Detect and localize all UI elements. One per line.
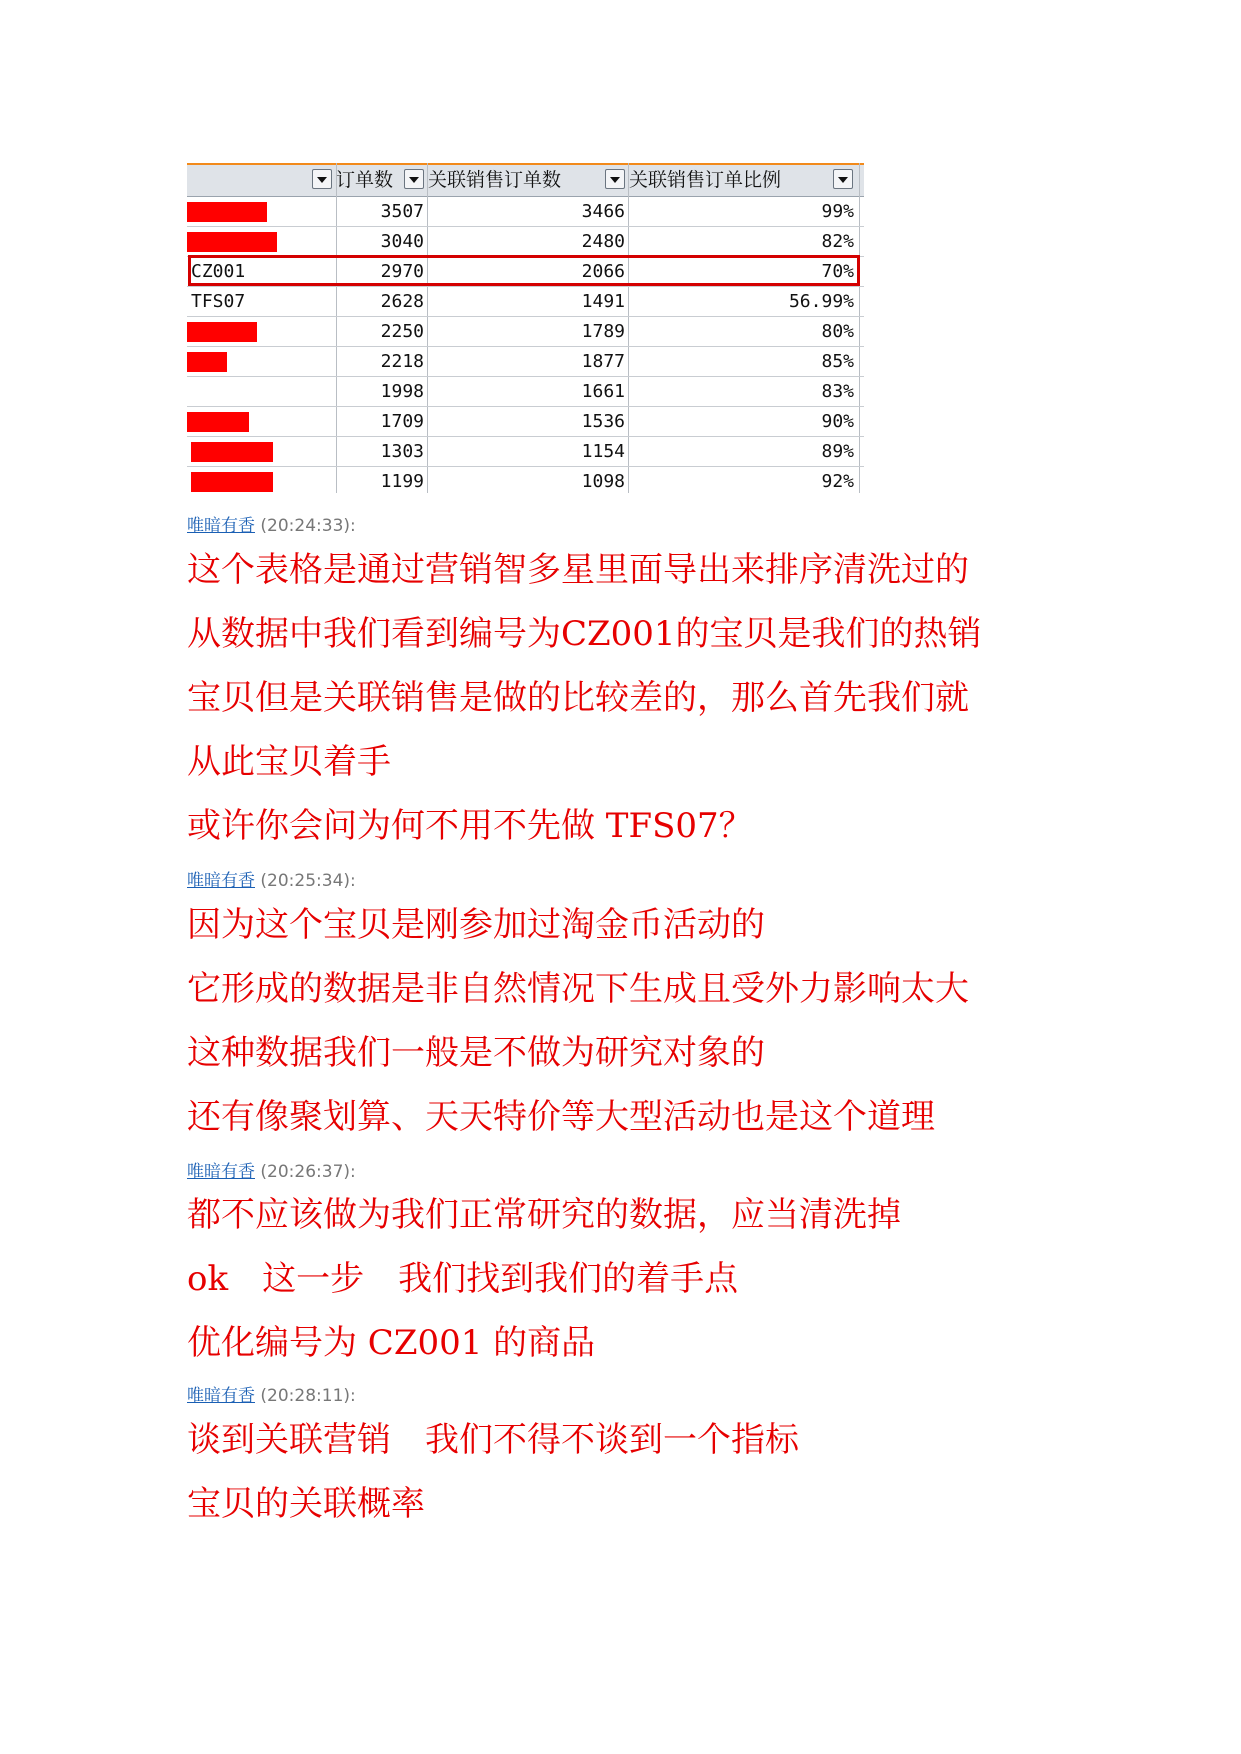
cell-orders: 1303 [380,441,424,462]
filter-dropdown-icon[interactable] [833,169,853,189]
timestamp: (20:28:11): [260,1386,356,1406]
message-line: 它形成的数据是非自然情况下生成且受外力影响太大 [187,969,969,1009]
table-row [187,377,864,407]
chat-meta [187,1381,356,1406]
filter-dropdown-icon[interactable] [312,169,332,189]
cell-orders: 3040 [380,231,424,252]
message-line: 或许你会问为何不用不先做 TFS07？ [187,806,753,846]
message-line: 宝贝但是关联销售是做的比较差的，那么首先我们就 [187,678,969,718]
message-line: ok 这一步 我们找到我们的着手点 [187,1259,739,1299]
cell-orders: 2250 [380,321,424,342]
cell-linked-ratio: 80% [821,321,854,342]
message-line: 从此宝贝着手 [187,742,391,782]
cell-linked-ratio: 90% [821,411,854,432]
redaction-mark [187,322,257,342]
message-line: 从数据中我们看到编号为CZ001的宝贝是我们的热销 [187,614,982,654]
header-orders: 订单数 [336,169,394,191]
redaction-mark [191,472,273,492]
highlight-box [188,255,860,286]
cell-linked-orders: 1154 [581,441,625,462]
message-line: 因为这个宝贝是刚参加过淘金币活动的 [187,905,765,945]
header-linked-orders: 关联销售订单数 [428,169,562,191]
filter-dropdown-icon[interactable] [404,169,424,189]
cell-orders: 1709 [380,411,424,432]
cell-linked-ratio: 99% [821,201,854,222]
cell-orders: 3507 [380,201,424,222]
chat-meta [187,866,356,891]
cell-linked-ratio: 82% [821,231,854,252]
table-row [187,227,864,257]
cell-linked-orders: 1661 [581,381,625,402]
cell-linked-orders: 1491 [581,291,625,312]
cell-orders: 2218 [380,351,424,372]
message-line: 宝贝的关联概率 [187,1484,425,1524]
sales-table-screenshot [187,163,864,493]
table-row [187,407,864,437]
cell-linked-ratio: 89% [821,441,854,462]
table-row [187,467,864,493]
chat-meta [187,511,356,536]
message-line: 还有像聚划算、天天特价等大型活动也是这个道理 [187,1097,935,1137]
cell-orders: 2970 [380,261,424,282]
cell-linked-orders: 2066 [581,261,625,282]
message-line: 都不应该做为我们正常研究的数据，应当清洗掉 [187,1195,901,1235]
cell-orders: 1199 [380,471,424,492]
timestamp: (20:24:33): [260,516,356,536]
sender-link[interactable]: 唯暗有香 [187,1162,255,1182]
sender-link[interactable]: 唯暗有香 [187,516,255,536]
cell-linked-orders: 1789 [581,321,625,342]
cell-linked-orders: 2480 [581,231,625,252]
cell-linked-orders: 1877 [581,351,625,372]
redaction-mark [187,232,277,252]
cell-item-code: TFS07 [191,291,246,312]
cell-linked-orders: 1536 [581,411,625,432]
filter-dropdown-icon[interactable] [605,169,625,189]
cell-linked-ratio: 70% [821,261,854,282]
chat-meta [187,1157,356,1182]
header-linked-ratio: 关联销售订单比例 [629,169,782,191]
table-row [187,197,864,227]
message-line: 这个表格是通过营销智多星里面导出来排序清洗过的 [187,550,969,590]
table-row [187,317,864,347]
redaction-mark [187,202,267,222]
cell-linked-ratio: 83% [821,381,854,402]
cell-linked-orders: 1098 [581,471,625,492]
sender-link[interactable]: 唯暗有香 [187,871,255,891]
cell-linked-ratio: 92% [821,471,854,492]
redaction-mark [191,442,273,462]
cell-orders: 1998 [380,381,424,402]
message-line: 优化编号为 CZ001 的商品 [187,1323,596,1363]
message-line: 这种数据我们一般是不做为研究对象的 [187,1033,765,1073]
redaction-mark [187,412,249,432]
cell-linked-ratio: 56.99% [788,291,854,312]
cell-item-code: CZ001 [191,261,246,282]
table-row [187,437,864,467]
cell-linked-orders: 3466 [581,201,625,222]
cell-linked-ratio: 85% [821,351,854,372]
redaction-mark [187,352,227,372]
timestamp: (20:26:37): [260,1162,356,1182]
timestamp: (20:25:34): [260,871,356,891]
table-row [187,347,864,377]
table-row [187,287,864,317]
cell-orders: 2628 [380,291,424,312]
sender-link[interactable]: 唯暗有香 [187,1386,255,1406]
message-line: 谈到关联营销 我们不得不谈到一个指标 [187,1420,799,1460]
